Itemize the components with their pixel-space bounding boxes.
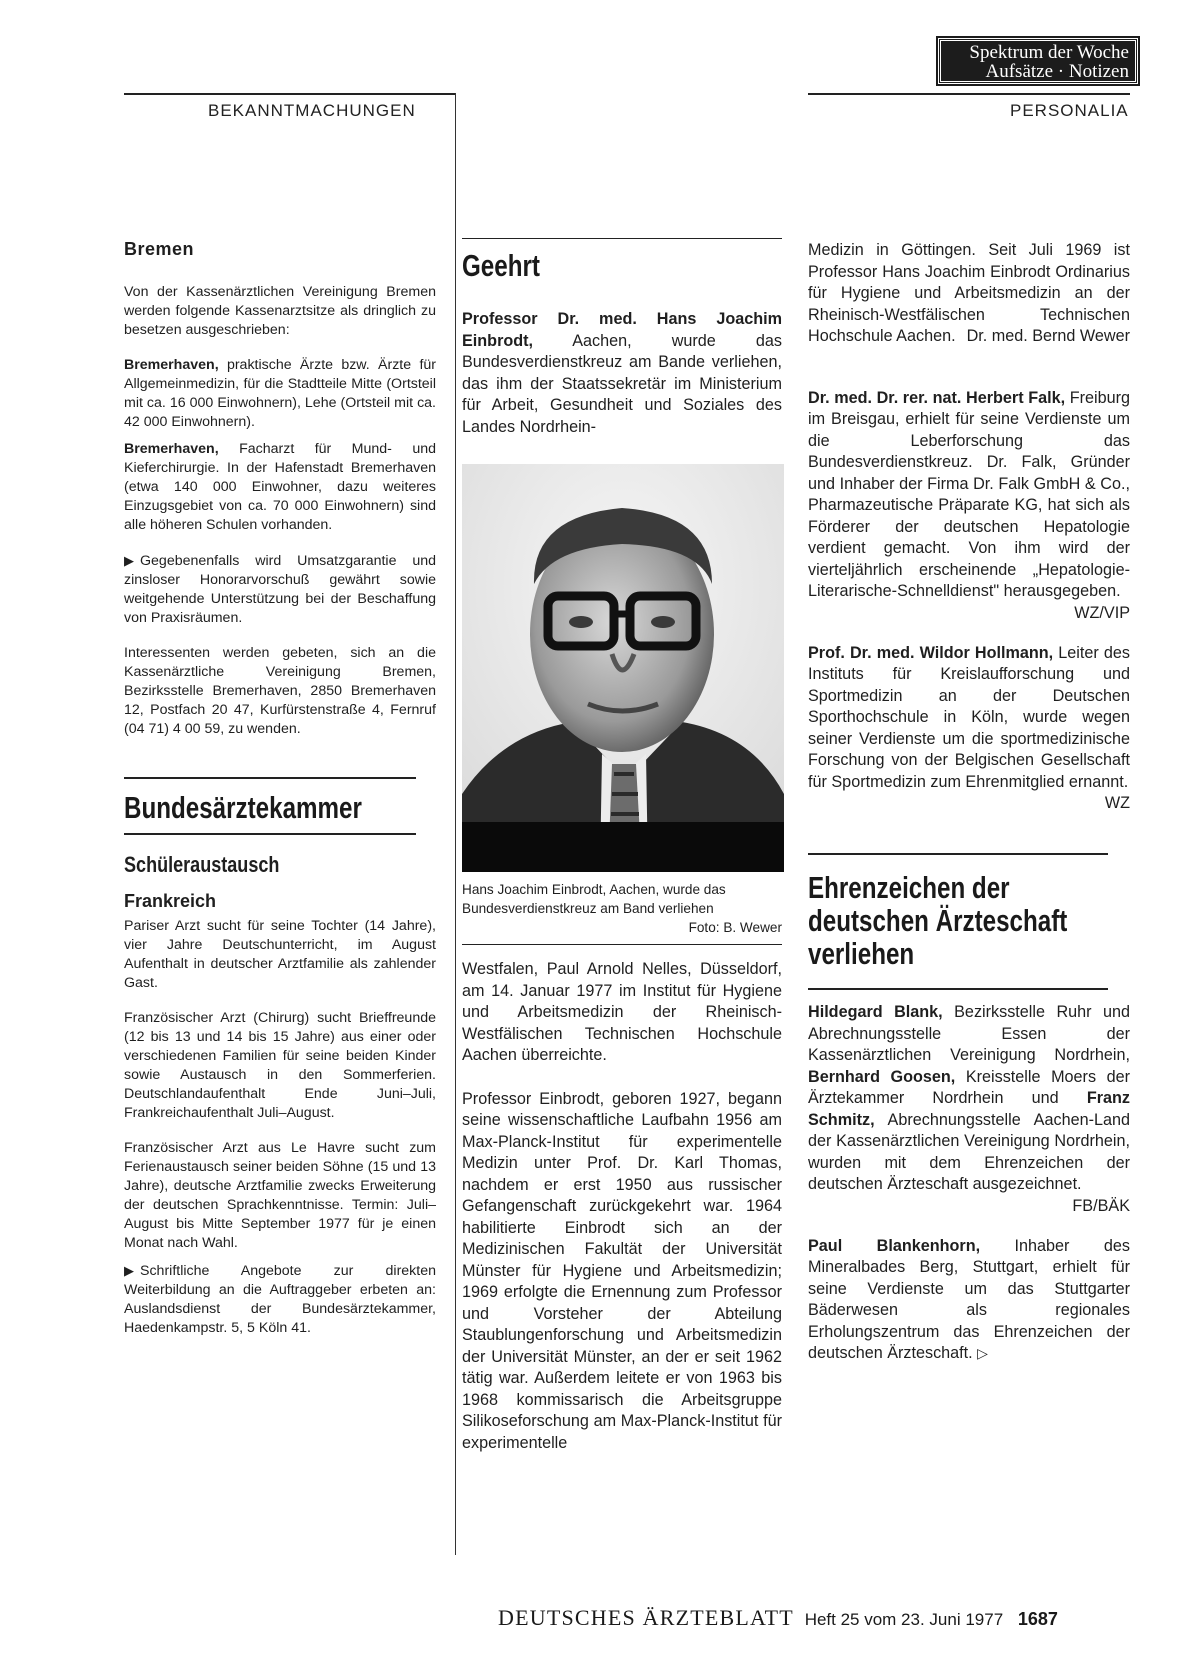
middle-column <box>462 238 782 1470</box>
continue-arrow-icon: ▷ <box>977 1345 988 1361</box>
baek-paragraph-2: Französischer Arzt (Chirurg) sucht Brieffreunde (12 bis 13 und 14 bis 15 Jahre) aus einer oder verschiedenen Familien für seine beiden Kinder sowie Austausch in den Sommerferien. Deutschlandaufenthalt Ende Juni–Juli, Frankreichaufenthalt Juli–August. <box>124 1010 436 1121</box>
badge-line-1: Spektrum der Woche <box>969 42 1129 63</box>
signature-wz-vip: WZ/VIP <box>1074 603 1130 622</box>
ehrenzeichen-heading: Ehrenzeichen der deutschen Ärzteschaft verliehen <box>808 870 1068 971</box>
right-column <box>808 240 1130 1381</box>
geehrt-paragraph-3: Professor Einbrodt, geboren 1927, begann seine wissenschaftliche Laufbahn 1956 am Max-Planck-Institut für experimentelle Medizin unter Prof. Dr. Karl Thomas, nachdem er erst 1950 aus russischer Gefangenschaft zurückgekehrt war. 1964 habilitierte Einbrodt sich an der Medizinischen Fakultät der Universität Münster für Hygiene und Arbeitsmedizin; 1969 erfolgte die Ernennung zum Professor und Vorsteher der Abteilung Staublungenforschung und Arbeitsmedizin der Universität Münster, an der er seit 1962 tätig war. Außerdem leitete er von 1963 bis 1968 kommissarisch die Arbeitsgruppe Silikoseforschung am Max-Planck-Institut für experimentelle <box>462 1089 782 1452</box>
baek-paragraph-3: Französischer Arzt aus Le Havre sucht zum Ferienaustausch seiner beiden Söhne (15 und 13 Jahre), deutsche Arztfamilie zwecks Erweiterung der deutschen Sprachkenntnisse. Termin: Juli–August bis Mitte September 1977 für je einen Monat nach Wahl. <box>124 1140 436 1251</box>
ehrenzeichen-rule-bottom <box>808 988 1108 990</box>
caption-text: Hans Joachim Einbrodt, Aachen, wurde das Bundesverdienstkreuz am Band verliehen <box>462 882 726 916</box>
column-divider <box>455 93 456 1555</box>
signature-fb-baek: FB/BÄK <box>1072 1196 1130 1215</box>
right-paragraph-ehrenzeichen: Hildegard Blank, Bezirksstelle Ruhr und Abrechnungsstelle Essen der Kassenärztlichen Vereinigung Nordrhein, Bernhard Goosen, Kreisstelle Moers der Ärztekammer Nordrhein und Franz Schmitz, Abrechnungsstelle Aachen-Land der Kassenärztlichen Vereinigung Nordrhein, wurden mit dem Ehrenzeichen der deutschen Ärzteschaft ausgezeichnet. FB/BÄK <box>808 1002 1130 1196</box>
arrow-right-icon: ▶ <box>124 553 134 568</box>
right-paragraph-1: Medizin in Göttingen. Seit Juli 1969 ist Professor Hans Joachim Einbrodt Ordinarius für Hygiene und Arbeitsmedizin an der Rheinisch-Westfälischen Technischen Hochschule Aachen. Dr. med. Bernd Wewer <box>808 240 1130 348</box>
baek-rule-top <box>124 777 416 779</box>
issue-info: Heft 25 vom 23. Juni 1977 <box>804 1610 1004 1629</box>
ehrenzeichen-rule-top <box>808 853 1108 855</box>
bremen-contact: Interessenten werden gebeten, sich an die Kassenärztliche Vereinigung Bremen, Bezirksstelle Bremerhaven, 2850 Bremerhaven 12, Postfach 20 47, Kurfürstenstraße 4, Fernruf (04 71) 4 00 59, zu wenden. <box>124 645 436 737</box>
country-heading: Frankreich <box>124 891 217 911</box>
page-footer <box>498 1605 1130 1631</box>
top-rule-left <box>124 93 456 95</box>
baek-rule-bottom <box>124 833 416 835</box>
photo-credit: Foto: B. Wewer <box>688 920 782 935</box>
baek-paragraph-4: ▶ Schriftliche Angebote zur direkten Weiterbildung an die Auftraggeber erbeten an: Auslandsdienst der Bundesärztekammer, Haedenkampstr. 5, 5 Köln 41. <box>124 1263 436 1336</box>
section-label-right: PERSONALIA <box>1010 101 1129 120</box>
bremen-heading: Bremen <box>124 239 195 259</box>
arrow-right-icon: ▶ <box>124 1263 134 1278</box>
magazine-name: DEUTSCHES ÄRZTEBLATT <box>498 1605 794 1630</box>
right-paragraph-hollmann: Prof. Dr. med. Wildor Hollmann, Leiter des Instituts für Kreislaufforschung und Sportmedizin an der Deutschen Sporthochschule in Köln, wurde wegen seiner Verdienste um die sportmedizinische Forschung von der Belgischen Gesellschaft für Sportmedizin zum Ehrenmitglied ernannt. WZ <box>808 643 1130 794</box>
left-column <box>124 240 436 1354</box>
signature-wz: WZ <box>1104 794 1130 812</box>
bremen-item-1: Bremerhaven, praktische Ärzte bzw. Ärzte für Allgemeinmedizin, für die Stadtteile Mitte (Ortsteil mit ca. 16 000 Einwohnern), Lehe (Ortsteil mit ca. 42 000 Einwohnern). <box>124 357 436 430</box>
geehrt-paragraph-2: Westfalen, Paul Arnold Nelles, Düsseldorf, am 14. Januar 1977 im Institut für Hygiene und Arbeitsmedizin der Rheinisch-Westfälischen Technischen Hochschule Aachen überreichte. <box>462 960 782 1064</box>
portrait-photo <box>462 464 784 872</box>
page-number: 1687 <box>1017 1609 1058 1629</box>
section-label-left: BEKANNTMACHUNGEN <box>208 101 416 120</box>
section-badge <box>938 38 1138 84</box>
baek-subheading: Schüleraustausch <box>124 852 280 877</box>
bremen-item-2: Bremerhaven, Facharzt für Mund- und Kieferchirurgie. In der Hafenstadt Bremerhaven (etwa 140 000 Einwohner, dazu weiteres Einzugsgebiet von ca. 70 000 Einwohnern) sind alle höheren Schulen vorhanden. <box>124 441 436 533</box>
baek-paragraph-1: Pariser Arzt sucht für seine Tochter (14 Jahre), vier Jahre Deutschunterricht, im August Aufenthalt in deutscher Arztfamilie als zahlender Gast. <box>124 918 436 991</box>
top-rule-right <box>808 93 1130 95</box>
bremen-intro: Von der Kassenärztlichen Vereinigung Bremen werden folgende Kassenarztsitze als dringlich zu besetzen ausgeschrieben: <box>124 284 436 338</box>
right-paragraph-blankenhorn: Paul Blankenhorn, Inhaber des Mineralbades Berg, Stuttgart, erhielt für seine Verdienste um das Stuttgarter Bäderwesen als regionales Erholungszentrum das Ehrenzeichen der deutschen Ärzteschaft. ▷ <box>808 1236 1130 1362</box>
geehrt-rule-mid <box>462 944 782 945</box>
baek-heading: Bundesärztekammer <box>124 790 362 825</box>
badge-line-2: Aufsätze · Notizen <box>985 61 1129 82</box>
geehrt-rule-top <box>462 238 782 239</box>
photo-caption <box>462 880 782 935</box>
right-paragraph-falk: Dr. med. Dr. rer. nat. Herbert Falk, Freiburg im Breisgau, erhielt für seine Verdienste um die Leberforschung das Bundesverdienstkreuz. Dr. Falk, Gründer und Inhaber der Firma Dr. Falk GmbH & Co., Pharmazeutische Präparate KG, hat sich als Förderer der deutschen Hepatologie verdient gemacht. Von ihm wird der vierteljährlich erscheinende „Hepatologie-Literarische-Schnelldienst" herausgegeben. WZ/VIP <box>808 388 1130 603</box>
geehrt-intro: Professor Dr. med. Hans Joachim Einbrodt, Aachen, wurde das Bundesverdienstkreuz am Bande verliehen, das ihm der Staatssekretär im Ministerium für Arbeit, Gesundheit und Soziales des Landes Nordrhein- <box>462 310 782 436</box>
bremen-note: ▶ Gegebenenfalls wird Umsatzgarantie und zinsloser Honorarvorschuß gewährt sowie weitgehende Unterstützung bei der Beschaffung von Praxisräumen. <box>124 553 436 626</box>
signature-wewer: Dr. med. Bernd Wewer <box>966 327 1130 345</box>
portrait-image <box>462 464 784 872</box>
geehrt-heading: Geehrt <box>462 248 540 283</box>
